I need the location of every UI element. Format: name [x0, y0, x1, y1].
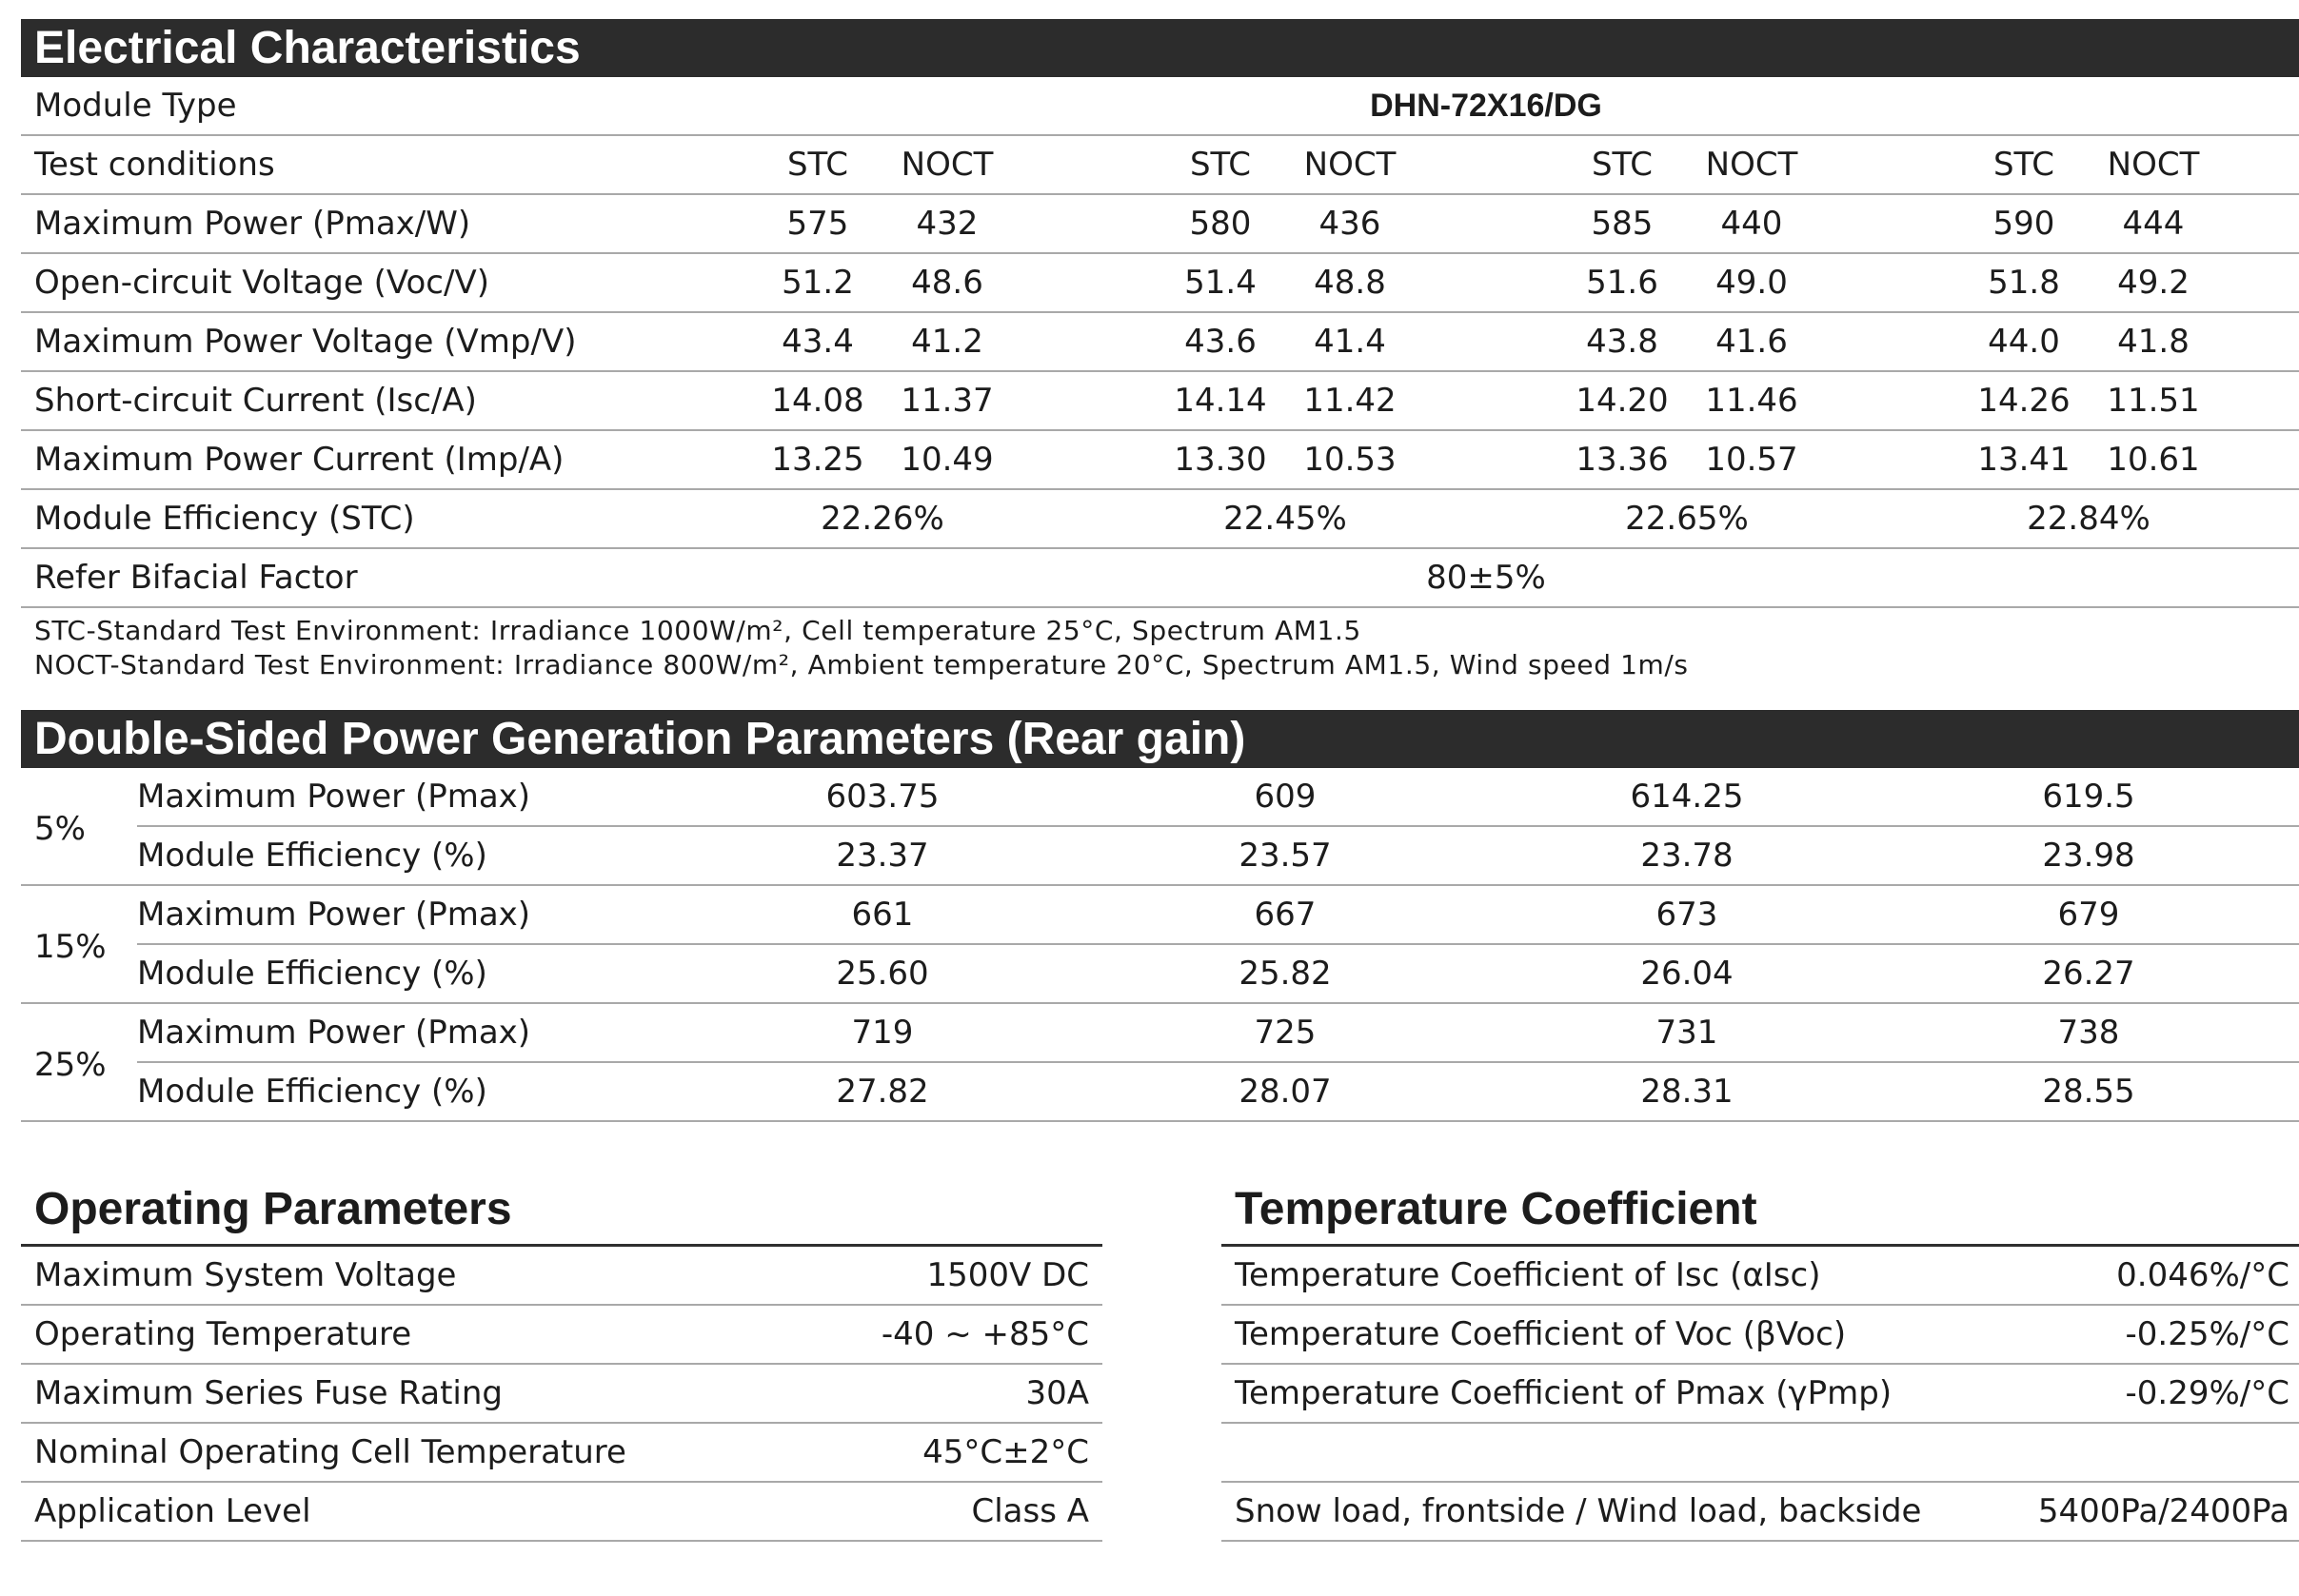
table-cell: 13.36: [1576, 441, 1669, 479]
table-cell: 11.46: [1705, 382, 1798, 420]
operating-parameters-title: Operating Parameters: [34, 1184, 512, 1234]
noct-header: NOCT: [2107, 146, 2200, 184]
table-cell: 10.49: [901, 441, 994, 479]
row-label: Maximum Power (Pmax): [137, 778, 531, 816]
table-cell: 13.41: [1977, 441, 2071, 479]
table-cell: 44.0: [1988, 323, 2060, 361]
noct-note: NOCT-Standard Test Environment: Irradiance 800W/m², Ambient temperature 20°C, Spectrum AM1.5, Wind speed 1m/s: [34, 649, 1689, 680]
table-cell: 41.4: [1314, 323, 1386, 361]
module-efficiency-row: [21, 490, 2299, 549]
table-cell: 432: [916, 205, 979, 243]
module-type-label: Module Type: [34, 87, 237, 125]
row-label: Nominal Operating Cell Temperature: [34, 1433, 626, 1471]
table-cell: 48.8: [1314, 264, 1386, 302]
table-cell: 25.60: [836, 955, 929, 993]
table-cell: 43.4: [782, 323, 854, 361]
table-cell: 14.20: [1576, 382, 1669, 420]
row-value: -0.29%/°C: [2125, 1374, 2289, 1412]
table-cell: 51.8: [1988, 264, 2060, 302]
noct-header: NOCT: [901, 146, 994, 184]
efficiency-value: 22.45%: [1223, 500, 1347, 538]
table-cell: 23.78: [1640, 837, 1734, 875]
table-cell: 23.98: [2042, 837, 2135, 875]
gain-label: 25%: [34, 1046, 107, 1084]
table-cell: 10.57: [1705, 441, 1798, 479]
table-cell: 10.53: [1303, 441, 1397, 479]
table-cell: 14.14: [1174, 382, 1267, 420]
table-cell: 41.8: [2117, 323, 2190, 361]
row-label: Temperature Coefficient of Voc (βVoc): [1235, 1315, 1847, 1353]
max-power-voltage-row: [21, 313, 2299, 372]
short-circuit-current-row: [21, 372, 2299, 431]
module-type-row: [21, 77, 2299, 136]
row-value: 45°C±2°C: [922, 1433, 1089, 1471]
table-cell: 28.55: [2042, 1073, 2135, 1111]
table-cell: 679: [2057, 896, 2120, 934]
bifacial-factor-row: [21, 549, 2299, 608]
efficiency-value: 22.65%: [1625, 500, 1749, 538]
table-cell: 28.31: [1640, 1073, 1734, 1111]
table-cell: 13.25: [771, 441, 864, 479]
table-cell: 28.07: [1239, 1073, 1332, 1111]
stc-header: STC: [786, 146, 849, 184]
row-value: 30A: [1025, 1374, 1089, 1412]
row-label: Maximum Power (Pmax): [137, 896, 531, 934]
row-label: Maximum Series Fuse Rating: [34, 1374, 504, 1412]
row-label: Maximum System Voltage: [34, 1256, 457, 1294]
row-label: Short-circuit Current (Isc/A): [34, 382, 477, 420]
row-label: Maximum Power (Pmax): [137, 1014, 531, 1052]
row-label: Maximum Power (Pmax/W): [34, 205, 471, 243]
row-value: -0.25%/°C: [2125, 1315, 2289, 1353]
efficiency-value: 22.84%: [2027, 500, 2150, 538]
row-value: -40 ~ +85°C: [881, 1315, 1089, 1353]
table-cell: 11.42: [1303, 382, 1397, 420]
open-circuit-voltage-row: [21, 254, 2299, 313]
row-value: 5400Pa/2400Pa: [2037, 1492, 2289, 1530]
stc-header: STC: [1591, 146, 1654, 184]
module-type-value: DHN-72X16/DG: [1370, 88, 1602, 124]
table-cell: 667: [1254, 896, 1317, 934]
table-cell: 49.0: [1715, 264, 1788, 302]
gain-group-25: [21, 1004, 2299, 1122]
row-label: Snow load, frontside / Wind load, backside: [1235, 1492, 1922, 1530]
row-label: Temperature Coefficient of Isc (αIsc): [1235, 1256, 1821, 1294]
table-cell: 585: [1591, 205, 1654, 243]
gain-group-5: [21, 768, 2299, 886]
row-label: Temperature Coefficient of Pmax (γPmp): [1235, 1374, 1893, 1412]
max-power-row: [21, 195, 2299, 254]
table-cell: 48.6: [911, 264, 983, 302]
table-cell: 13.30: [1174, 441, 1267, 479]
table-cell: 14.08: [771, 382, 864, 420]
row-label: Module Efficiency (STC): [34, 500, 415, 538]
table-cell: 444: [2122, 205, 2185, 243]
noct-header: NOCT: [1303, 146, 1397, 184]
stc-header: STC: [1189, 146, 1252, 184]
table-cell: 580: [1189, 205, 1252, 243]
table-cell: 43.6: [1184, 323, 1257, 361]
table-cell: 14.26: [1977, 382, 2071, 420]
electrical-characteristics-header: Electrical Characteristics: [21, 19, 2299, 77]
rear-gain-header: Double-Sided Power Generation Parameters (Rear gain): [21, 710, 2299, 768]
row-label: Maximum Power Voltage (Vmp/V): [34, 323, 577, 361]
row-value: 0.046%/°C: [2116, 1256, 2289, 1294]
table-cell: 440: [1720, 205, 1783, 243]
table-cell: 673: [1655, 896, 1718, 934]
table-cell: 49.2: [2117, 264, 2190, 302]
gain-label: 15%: [34, 928, 107, 966]
row-label: Application Level: [34, 1492, 311, 1530]
row-label: Operating Temperature: [34, 1315, 412, 1353]
test-conditions-row: [21, 136, 2299, 195]
table-cell: 25.82: [1239, 955, 1332, 993]
row-label: Maximum Power Current (Imp/A): [34, 441, 565, 479]
row-value: Class A: [971, 1492, 1089, 1530]
gain-group-15: [21, 886, 2299, 1004]
table-cell: 11.51: [2107, 382, 2200, 420]
operating-table: [21, 1247, 1102, 1542]
noct-header: NOCT: [1705, 146, 1798, 184]
row-label: Module Efficiency (%): [137, 1073, 487, 1111]
efficiency-value: 22.26%: [821, 500, 944, 538]
table-cell: 27.82: [836, 1073, 929, 1111]
table-cell: 575: [786, 205, 849, 243]
bifacial-factor-value: 80±5%: [1426, 559, 1546, 597]
table-cell: 43.8: [1586, 323, 1658, 361]
table-cell: 23.37: [836, 837, 929, 875]
row-label: Module Efficiency (%): [137, 837, 487, 875]
max-power-current-row: [21, 431, 2299, 490]
table-cell: 26.27: [2042, 955, 2135, 993]
table-cell: 725: [1254, 1014, 1317, 1052]
stc-note: STC-Standard Test Environment: Irradiance 1000W/m², Cell temperature 25°C, Spectrum AM1.5: [34, 615, 1361, 646]
table-cell: 51.6: [1586, 264, 1658, 302]
table-cell: 41.2: [911, 323, 983, 361]
table-cell: 10.61: [2107, 441, 2200, 479]
table-cell: 436: [1318, 205, 1381, 243]
row-label: Refer Bifacial Factor: [34, 559, 358, 597]
table-cell: 614.25: [1630, 778, 1744, 816]
table-cell: 26.04: [1640, 955, 1734, 993]
table-cell: 590: [1992, 205, 2055, 243]
table-cell: 11.37: [901, 382, 994, 420]
temperature-table: [1221, 1247, 2299, 1542]
row-label: Module Efficiency (%): [137, 955, 487, 993]
table-cell: 738: [2057, 1014, 2120, 1052]
row-value: 1500V DC: [926, 1256, 1089, 1294]
table-cell: 661: [851, 896, 914, 934]
table-cell: 51.4: [1184, 264, 1257, 302]
row-label: Open-circuit Voltage (Voc/V): [34, 264, 489, 302]
gain-label: 5%: [34, 810, 86, 848]
table-cell: 619.5: [2042, 778, 2135, 816]
table-cell: 719: [851, 1014, 914, 1052]
row-label: Test conditions: [34, 146, 275, 184]
temperature-coefficient-title: Temperature Coefficient: [1235, 1184, 1757, 1234]
stc-header: STC: [1992, 146, 2055, 184]
table-cell: 23.57: [1239, 837, 1332, 875]
table-cell: 51.2: [782, 264, 854, 302]
table-cell: 609: [1254, 778, 1317, 816]
table-cell: 41.6: [1715, 323, 1788, 361]
table-cell: 603.75: [825, 778, 940, 816]
table-cell: 731: [1655, 1014, 1718, 1052]
